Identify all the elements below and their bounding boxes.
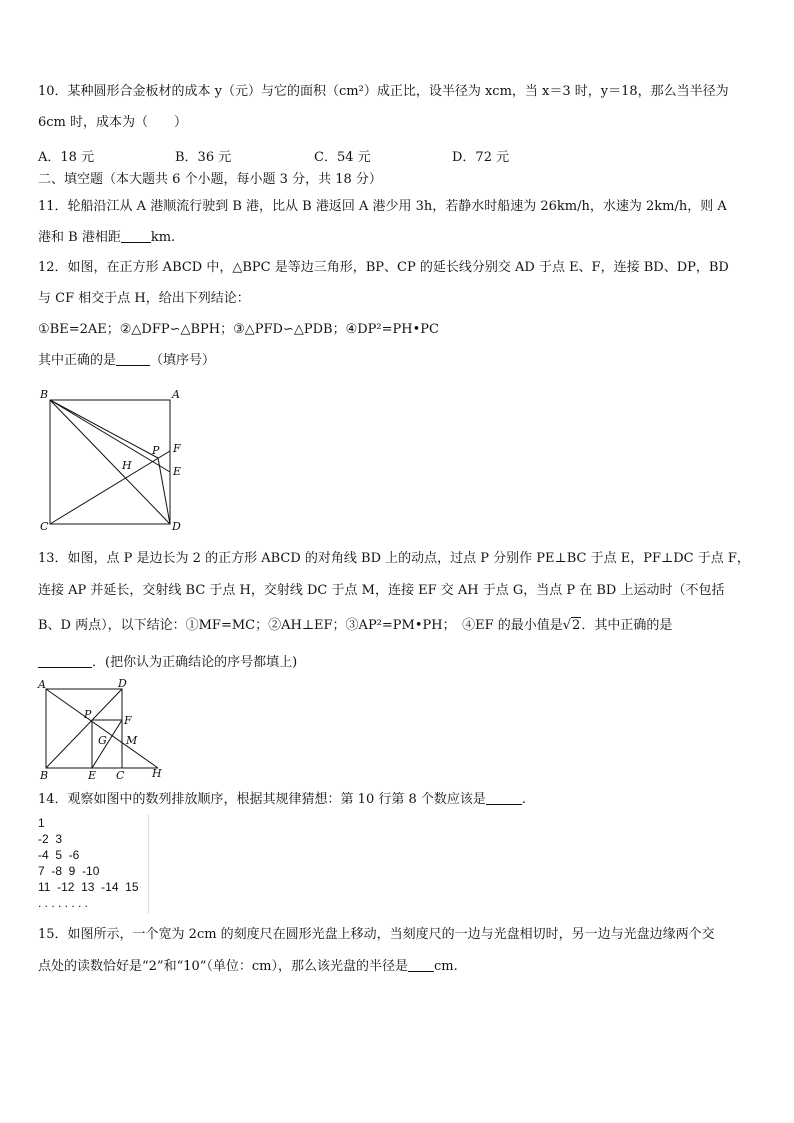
q14-answer-blank[interactable] <box>486 790 522 805</box>
q13-line-bd <box>46 689 122 768</box>
q13-line-ef <box>92 720 122 768</box>
q13-figure <box>36 678 168 782</box>
q11-line1: 11．轮船沿江从 A 港顺流行驶到 B 港，比从 B 港返回 A 港少用 3h，若静水时船速为 26km/h，水速为 2km/h，则 A <box>38 199 727 214</box>
q12-line-bp <box>50 400 158 458</box>
q12-label-a: A <box>172 388 180 401</box>
q12-label-p: P <box>152 444 160 457</box>
q14-row-2: -2 3 <box>38 832 63 846</box>
q13-label-h: H <box>152 767 162 780</box>
q13-line3-post: ．其中正确的是 <box>581 618 673 633</box>
q10-option-b: B．36 元 <box>175 150 232 165</box>
q13-label-d: D <box>118 678 127 690</box>
q14-number-triangle <box>36 814 149 914</box>
q12-label-d: D <box>172 520 181 533</box>
q14-row-6: . . . . . . . . <box>38 896 89 910</box>
q13-line2: 连接 AP 并延长，交射线 BC 于点 H，交射线 DC 于点 M，连接 EF 交 AH 于点 G，当点 P 在 BD 上运动时（不包括 <box>38 583 725 598</box>
q13-line4-post: ．(把你认为正确结论的序号都填上) <box>92 655 298 670</box>
q14-row-3: -4 5 -6 <box>38 848 80 862</box>
q12-figure <box>36 384 186 534</box>
q12-line-be <box>50 400 170 472</box>
q12-line4-pre: 其中正确的是 <box>38 353 117 368</box>
q15-answer-blank[interactable] <box>408 957 434 972</box>
q14-row-5: 11 -12 13 -14 15 <box>38 880 139 894</box>
q11-line2-post: km. <box>150 230 176 245</box>
q13-label-f: F <box>124 714 132 727</box>
q13-label-a: A <box>38 678 46 691</box>
q13-label-p: P <box>84 708 92 721</box>
q12-line2: 与 CF 相交于点 H，给出下列结论： <box>38 291 250 306</box>
q13-label-c: C <box>116 769 125 782</box>
q12-label-c: C <box>40 520 49 533</box>
q10-option-a: A．18 元 <box>38 150 95 165</box>
q13-label-e: E <box>88 769 97 782</box>
q13-line3-pre: B、D 两点），以下结论：①MF=MC；②AH⊥EF；③AP²=PM•PH； ④EF 的最小值是 <box>38 618 563 633</box>
q13-label-m: M <box>126 734 138 747</box>
section-2-title: 二、填空题（本大题共 6 个小题，每小题 3 分，共 18 分） <box>38 172 382 187</box>
q15-line2-pre: 点处的读数恰好是“2”和“10”（单位：cm），那么该光盘的半径是 <box>38 959 409 974</box>
q14-row-4: 7 -8 9 -10 <box>38 864 100 878</box>
q10-line2: 6cm 时，成本为（ ） <box>38 115 188 130</box>
q11-line2-pre: 港和 B 港相距 <box>38 230 121 245</box>
q12-label-b: B <box>40 388 49 401</box>
q13-label-g: G <box>98 734 107 747</box>
q11-line2 <box>38 228 175 247</box>
q14-row-1: 1 <box>38 816 45 830</box>
q13-label-b: B <box>40 769 49 782</box>
q10-line1: 10．某种圆形合金板材的成本 y（元）与它的面积（cm²）成正比，设半径为 xcm，当 x＝3 时，y＝18，那么当半径为 <box>38 84 729 99</box>
q13-line-ah <box>46 689 158 768</box>
q12-label-e: E <box>173 465 182 478</box>
q12-line4-post: （填序号） <box>150 353 216 368</box>
q14-line1-pre: 14．观察如图中的数列排放顺序，根据其规律猜想：第 10 行第 8 个数应该是 <box>38 792 486 807</box>
q10-option-c: C．54 元 <box>314 150 371 165</box>
q12-line1: 12．如图，在正方形 ABCD 中，△BPC 是等边三角形，BP、CP 的延长线分别交 AD 于点 E、F，连接 BD、DP，BD <box>38 260 729 275</box>
q13-line4 <box>38 653 297 672</box>
q14-line1 <box>38 790 526 809</box>
q13-line3 <box>38 617 672 635</box>
q12-line4 <box>38 351 215 370</box>
q11-answer-blank[interactable] <box>121 228 151 243</box>
sqrt-radicand: 2 <box>572 618 581 633</box>
q12-answer-blank[interactable] <box>116 351 150 366</box>
q15-line2 <box>38 957 458 976</box>
q12-label-h: H <box>122 459 132 472</box>
q13-line1: 13．如图，点 P 是边长为 2 的正方形 ABCD 的对角线 BD 上的动点，过点 P 分别作 PE⊥BC 于点 E，PF⊥DC 于点 F， <box>38 551 750 566</box>
q12-line3: ①BE=2AE；②△DFP∽△BPH；③△PFD∽△PDB；④DP²=PH•PC <box>38 322 439 337</box>
q15-line1: 15．如图所示，一个宽为 2cm 的刻度尺在圆形光盘上移动，当刻度尺的一边与光盘相切时，另一边与光盘边缘两个交 <box>38 927 715 942</box>
q13-answer-blank[interactable] <box>38 653 92 668</box>
q10-option-d: D．72 元 <box>452 150 510 165</box>
sqrt-symbol: √2 <box>562 618 581 633</box>
q12-label-f: F <box>173 442 181 455</box>
q15-line2-post: cm. <box>434 959 458 974</box>
q14-line1-post: . <box>521 792 527 807</box>
